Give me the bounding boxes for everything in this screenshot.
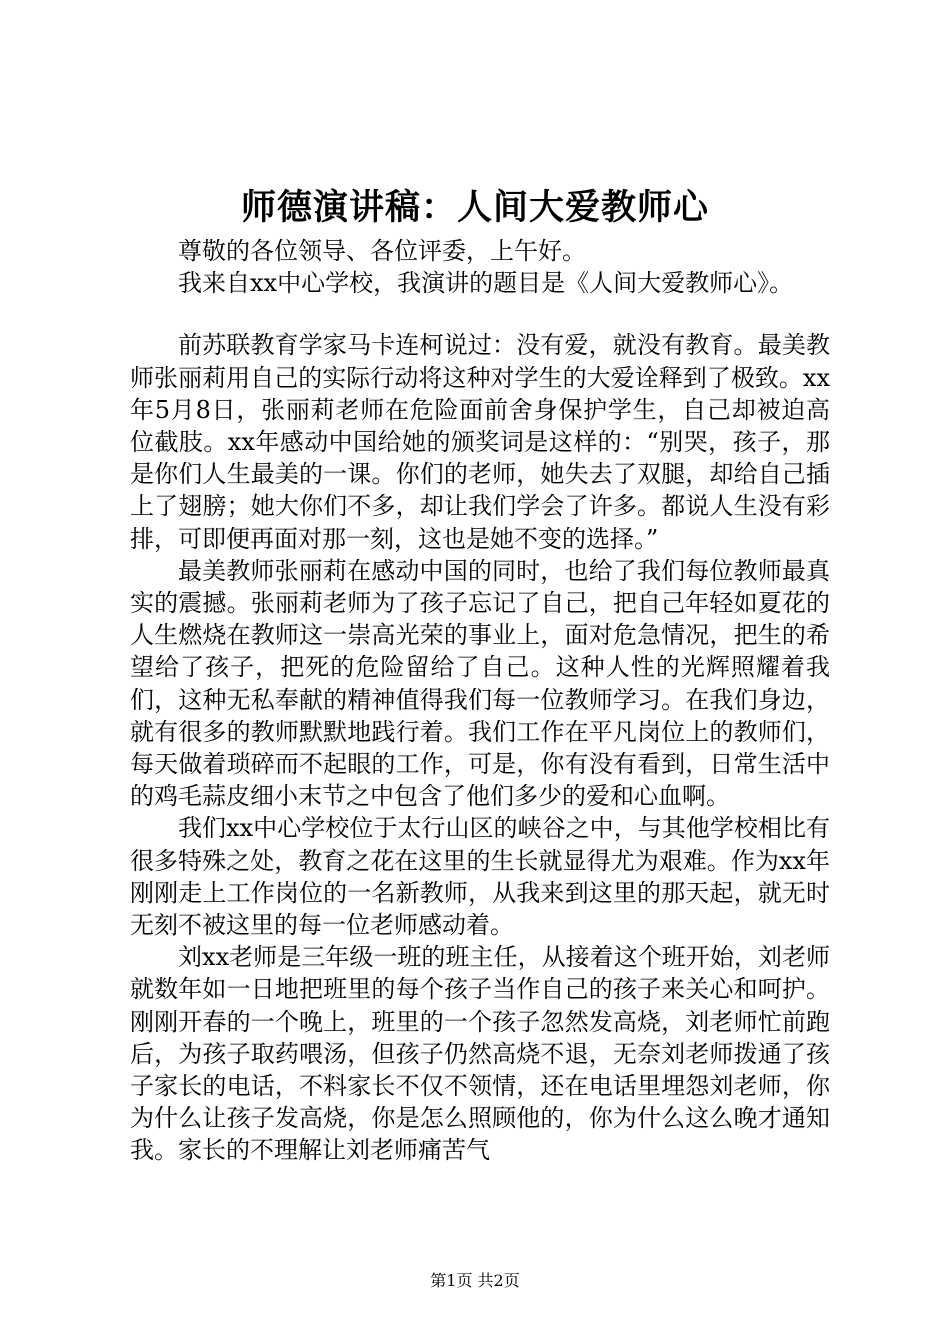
greeting-line: 尊敬的各位领导、各位评委，上午好。 <box>178 237 586 265</box>
document-title: 师德演讲稿：人间大爱教师心 <box>240 187 709 228</box>
paragraph-spacer <box>130 299 830 329</box>
body-paragraph: 前苏联教育学家马卡连柯说过：没有爱，就没有教育。最美教师张丽莉用自己的实际行动将这种对学生的大爱诠释到了极致。xx年5月8日，张丽莉老师在危险面前舍身保护学生，自己却被迫高位截肢。xx年感动中国给她的颁奖词是这样的：“别哭，孩子，那是你们人生最美的一课。你们的老师，她失去了双腿，却给自己插上了翅膀；她大你们不多，却让我们学会了许多。都说人生没有彩排，可即便再面对那一刻，这也是她不变的选择。” <box>130 331 830 553</box>
page-number: 第1页 共2页 <box>430 1271 520 1290</box>
body-paragraph: 我们xx中心学校位于太行山区的峡谷之中，与其他学校相比有很多特殊之处，教育之花在这里的生长就显得尤为艰难。作为xx年刚刚走上工作岗位的一名新教师，从我来到这里的那天起，就无时无刻不被这里的每一位老师感动着。 <box>130 814 830 940</box>
intro-line: 我来自xx中心学校，我演讲的题目是《人间大爱教师心》。 <box>178 269 794 298</box>
document-body <box>130 235 830 1167</box>
body-paragraph: 最美教师张丽莉在感动中国的同时，也给了我们每位教师最真实的震撼。张丽莉老师为了孩子忘记了自己，把自己年轻如夏花的人生燃烧在教师这一崇高光荣的事业上，面对危急情况，把生的希望给了孩子，把死的危险留给了自己。这种人性的光辉照耀着我们，这种无私奉献的精神值得我们每一位教师学习。在我们身边，就有很多的教师默默地践行着。我们工作在平凡岗位上的教师们，每天做着琐碎而不起眼的工作，可是，你有没有看到，日常生活中的鸡毛蒜皮细小末节之中包含了他们多少的爱和心血啊。 <box>130 556 830 811</box>
body-paragraph: 刘xx老师是三年级一班的班主任，从接着这个班开始，刘老师就数年如一日地把班里的每个孩子当作自己的孩子来关心和呵护。刚刚开春的一个晚上，班里的一个孩子忽然发高烧，刘老师忙前跑后，为孩子取药喂汤，但孩子仍然高烧不退，无奈刘老师拨通了孩子家长的电话，不料家长不仅不领情，还在电话里埋怨刘老师，你为什么让孩子发高烧，你是怎么照顾他的，你为什么这么晚才通知我。家长的不理解让刘老师痛苦气 <box>130 943 830 1165</box>
